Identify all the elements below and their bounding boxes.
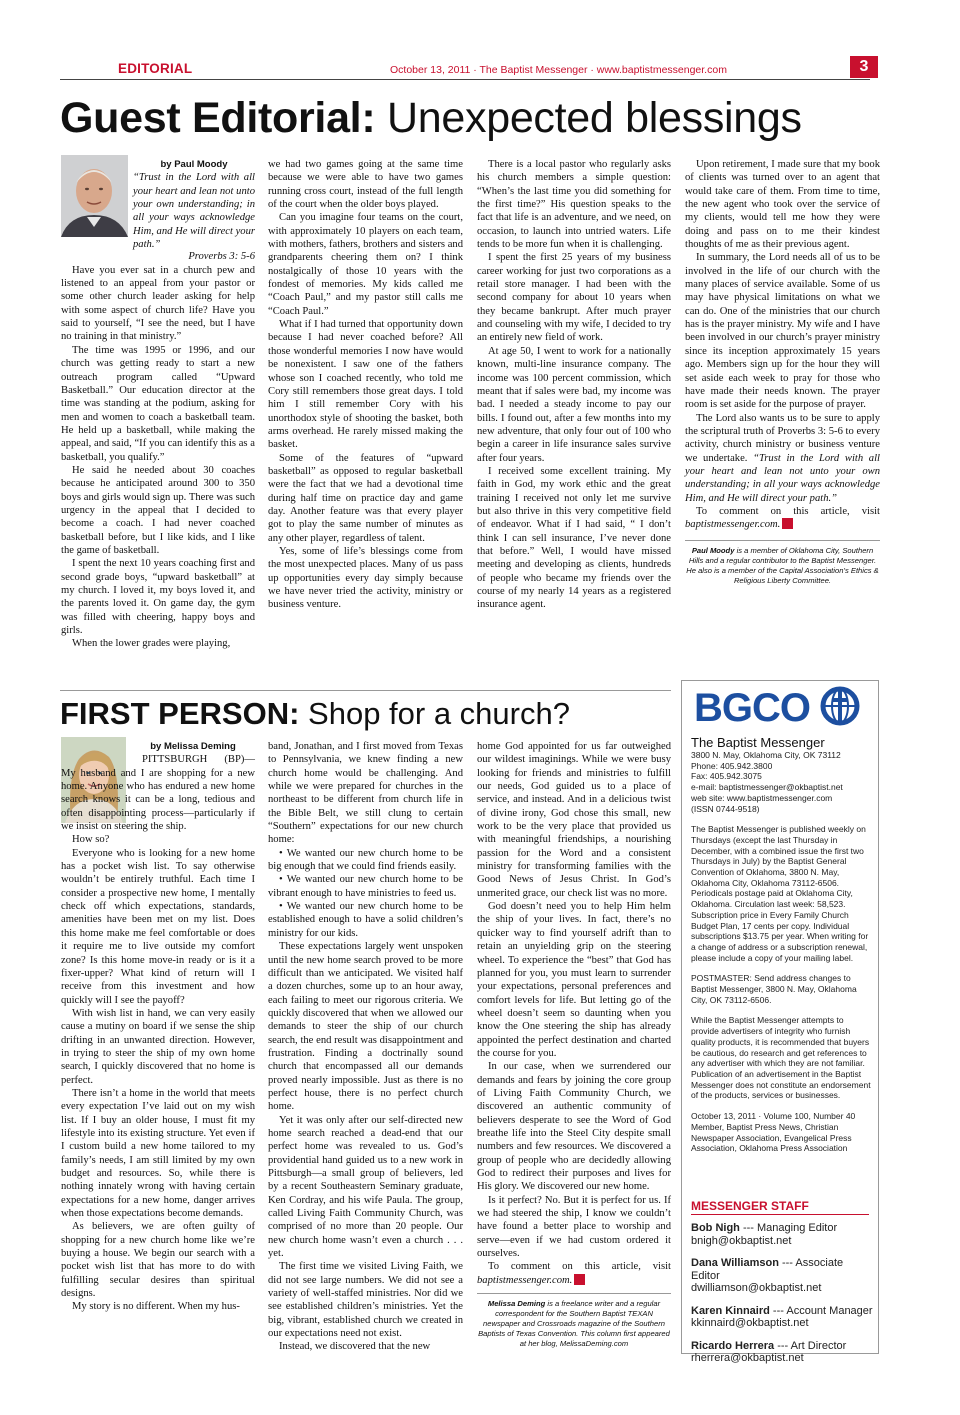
bullet-item: • We wanted our new church home to be established enough to have a solid children’s ministry for our kids. <box>268 901 463 939</box>
paragraph: The time was 1995 or 1996, and our church was getting ready to start a new outreach program called “Upward Basketball.” Our education director at the time was standing at the podium, asking for men and women to coach a basketball team. He held up a basketball, while making the appeal, and said, “If you can identify this as a basketball, you qualify.” <box>61 344 255 463</box>
staff-list <box>691 1222 873 1365</box>
first-person-column-2 <box>268 740 463 1354</box>
paragraph: Is it perfect? No. But it is perfect for us. If we had steered the ship, I know we couldn’t have found a better place to worship and serve—even if we had custom ordered it ourselves. <box>477 1194 671 1260</box>
headline-kicker: FIRST PERSON: <box>60 696 300 731</box>
staff-entry <box>691 1257 873 1295</box>
paragraph: My story is no different. When my hus- <box>72 1301 240 1313</box>
postmaster-notice: POSTMASTER: Send address changes to Baptist Messenger, 3800 N. May, Oklahoma City, OK 73112-6506. <box>691 973 857 1005</box>
messenger-logo-icon: M <box>574 1274 585 1285</box>
editorial-column-3 <box>477 158 671 612</box>
paragraph: How so? <box>72 834 110 846</box>
staff-email[interactable]: rherrera@okbaptist.net <box>691 1352 804 1364</box>
staff-entry <box>691 1340 873 1365</box>
logo-text: BGCO <box>694 686 810 727</box>
paragraph: I received some excellent training. My faith in God, my work ethic and the great training I received not only let me survive but also thrive in this very competitive field of endeavor. What if I had said, “ I don’t think I can sell insurance, I’ve never done that before.” Well, I would have missed meeting and developing as clients, hundreds of people who became my friends over the course of my nearly 14 years as a registered insurance agent. <box>477 465 671 611</box>
editorial-column-1 <box>61 158 255 651</box>
closing-lead: The Lord also wants us to be sure to apply the scriptural truth of Proverbs 3: 5-6 to every activity, church ministry or business venture we undertake. <box>685 412 880 464</box>
paragraph: At age 50, I went to work for a nationally known, multi-line insurance company. The income was 100 percent commission, which meant that if sales were bad, my income was bad. I needed a steady income to pay our bills. I found out, after a few months into my new adventure, that only four out of 100 who begin a career in life insurance sales survive after four years. <box>477 345 671 464</box>
staff-name: Dana Williamson <box>691 1257 779 1269</box>
scripture-ref: Proverbs 3: 5-6 <box>188 251 255 263</box>
paragraph: band, Jonathan, and I first moved from Texas to Pennsylvania, we knew finding a new church home would be challenging. And while we were prepared for churches in the northeast to be different from church life in the Bible Belt, we still clung to certain “Southern” expectations for our new church home: <box>268 741 463 846</box>
dateline: October 13, 2011 · The Baptist Messenger · www.baptistmessenger.com <box>390 64 727 76</box>
staff-name: Bob Nigh <box>691 1222 740 1234</box>
paragraph: Have you ever sat in a church pew and listened to an appeal from your pastor or some other church leader asking for help with some aspect of church life? Have you said to yourself, “I see the need, but I have no training in that ministry.” <box>61 264 255 343</box>
paragraph <box>685 412 880 505</box>
staff-role: --- Managing Editor <box>742 1222 838 1234</box>
paragraph: Everyone who is looking for a new home has a pocket wish list. To say otherwise wouldn’t be entirely truthful. Each time I consider a prospective new home, I mentally check off which expectations, standards, amenities have been met on my list. Does this home make me feel comfortable or does it require me to live outside my comfort zone? Is this home move-in ready or is it a fixer-upper? What kind of return will I receive from this investment and how quickly will I see the payoff? <box>61 847 255 1006</box>
staff-name: Ricardo Herrera <box>691 1339 775 1352</box>
staff-email[interactable]: bnigh@okbaptist.net <box>691 1234 792 1247</box>
paragraph: Some of the features of “upward basketball” as opposed to regular basketball were the fact that we had a devotional time during half time on practice day and game day. Another feature was that every player got to play the same number of minutes as any other player, regardless of talent. <box>268 452 463 544</box>
paragraph: I spent the next 10 years coaching first and second grade boys, “upward basketball” at my church. I loved it, my boys loved it, and the parents loved it. On game day, the gym was filled with cheering, happy boys and girls. <box>61 558 255 637</box>
paragraph: In summary, the Lord needs all of us to be involved in the life of our church with the many places of service available. Some of us may have physical limitations on what we can do. One of the ministries that our church has is the prayer ministry. My wife and I have been involved in our church’s prayer ministry since its inception approximately 15 years ago. Members sign up for the hour they will set aside each week to pray for those who have made their needs known. The prayer room is set aside for the purpose of prayer. <box>685 252 880 411</box>
paragraph: we had two games going at the same time because we were able to have two games running cross court, instead of the full length of the court when the older boys played. <box>268 159 463 211</box>
bio-name: Paul Moody <box>691 545 735 555</box>
headline-kicker: Guest Editorial: <box>60 94 376 142</box>
comment-prompt <box>685 505 880 532</box>
author-bio <box>685 546 880 586</box>
paragraph: These expectations largely went unspoken until the new home search proved to be more difficult than we anticipated. We visited half a dozen churches, some up to an hour away, each failing to meet our rigorous criteria. We quickly discovered that when we allowed our demands to steer the ship of our church search, the end result was disappointment and frustration. Finding a doctrinally sound church that encompassed all our demands proved nearly impossible. Just as there is no perfect house, there is no perfect church home. <box>268 941 463 1113</box>
comment-link[interactable]: baptistmessenger.com. <box>685 519 781 531</box>
staff-heading-rule <box>691 1214 869 1215</box>
staff-role: --- Account Manager <box>772 1304 873 1317</box>
paragraph: With wish list in hand, we can very easily cause a mutiny on board if we sense the ship drifting in an unwanted direction. However, in trying to steer the ship of my own home search, I quickly discovered that no home is perfect. <box>61 1007 255 1086</box>
staff-heading: MESSENGER STAFF <box>691 1199 809 1213</box>
bio-rule <box>685 540 880 541</box>
bio-text: is a member of Oklahoma City, Southern Hills and a regular contributor to the Baptist Messenger. He also is a member of the Capital Association’s Ethics & Religious Liberty Committee. <box>686 545 879 585</box>
website-line[interactable]: web site: www.baptistmessenger.com <box>691 792 833 803</box>
paragraph: Yet it was only after our self-directed new home search reached a dead-end that our perfect home was revealed to us. God’s providential hand guided us to a new work in Pittsburgh—a small group of believers, led by a recent Southeastern Seminary graduate, Ken Cordray, and his wife Paula. The group, called Living Faith Community Church, was comprised of no more than 20 people. Our new church home wasn’t even a church . . . yet. <box>268 1114 463 1260</box>
paragraph: There is a local pastor who regularly asks his church members a simple question: “When’s the last time you did something for the first time?” His question speaks to the fact that life is an adventure, and we need, on occasion, to launch into untried waters. Life tends to be more fun when it is challenging. <box>477 159 671 251</box>
guest-editorial-headline <box>60 92 802 144</box>
editorial-column-2 <box>268 158 463 612</box>
comment-lead: To comment on this article, visit <box>488 1261 671 1273</box>
staff-email[interactable]: dwilliamson@okbaptist.net <box>691 1282 822 1294</box>
comment-prompt <box>477 1260 671 1287</box>
comment-lead: To comment on this article, visit <box>696 505 880 517</box>
comment-link[interactable]: baptistmessenger.com. <box>477 1274 573 1286</box>
first-person-column-3 <box>477 740 671 1349</box>
bio-text: is a freelance writer and a regular correspondent for the Southern Baptist TEXAN newspaper and Crossroads magazine of the Southern Baptists of Texas Convention. This column first appeared at her blog, MelissaDeming.com <box>478 1299 670 1349</box>
paragraph: I spent the first 25 years of my business career working for just two corporations as a retail store manager. I had been with the second company for about 10 years when they became bankrupt. After much prayer and counseling with my wife, I decided to try an entirely new field of work. <box>477 252 671 344</box>
staff-name: Karen Kinnaird <box>691 1304 770 1317</box>
masthead-info <box>691 735 871 1164</box>
header-rule <box>60 79 870 80</box>
messenger-logo-icon: M <box>782 518 793 529</box>
first-person-headline <box>60 694 570 734</box>
address-block <box>691 750 871 814</box>
paragraph: home God appointed for us far outweighed our wildest imaginings. While we were busy looking for friends and ministries to fulfill our needs, God guided us to a place of service, and instead. And in a delicious twist of divine irony, God chose this small, new work to be the very place that provided us with meaningful friendships, a nourishing passion for the Word and a consistent ministry for transforming families with the Good News of Jesus Christ. In God’s unmerited grace, our check list was no more. <box>477 741 671 899</box>
paragraph: The first time we visited Living Faith, we did not see large numbers. We did not see a variety of well-staffed ministries. Nor did we see established children’s ministries. Yet the big, vibrant, established church we created in our expectations need not exist. <box>268 1261 463 1340</box>
fax-line: Fax: 405.942.3075 <box>691 771 762 782</box>
headline-title: Shop for a church? <box>308 696 570 731</box>
paragraph: God doesn’t need you to help Him helm the ship of your lives. In fact, there’s no quicker way to find yourself adrift than to retain an unyielding grip on the steering wheel. To experience the “best” that God has planned for you, you must learn to surrender your expectations, personal preferences and comfort levels for life. But letting go of the wheel doesn’t seem so daunting when you know the One steering the ship has already appointed the perfect destination and charted the course for you. <box>477 901 671 1059</box>
staff-email[interactable]: kkinnaird@okbaptist.net <box>691 1317 809 1329</box>
advertiser-notice: While the Baptist Messenger attempts to provide advertisers of integrity who furnish quality products, it is recommended that buyers be cautious, do research and get references to any advertiser with which they are not familiar. Publication of an advertisement in the Baptist Messenger does not constitute an endorsement of the products, services or businesses. <box>691 1015 871 1101</box>
paragraph: Instead, we discovered that the new <box>279 1341 431 1353</box>
staff-role: --- Art Director <box>777 1339 847 1352</box>
bio-rule <box>477 1293 671 1294</box>
page-number: 3 <box>850 56 878 78</box>
section-divider <box>60 690 671 691</box>
staff-entry <box>691 1305 873 1330</box>
globe-cross-icon <box>690 685 872 727</box>
paper-name: The Baptist Messenger <box>691 735 825 750</box>
paragraph: He said he needed about 30 coaches because he anticipated around 300 to 350 boys and girls would sign up. There was such urgency in the appeal that I decided to become a coach. I had never coached basketball before, but I like kids, and I like the game of basketball. <box>61 464 255 556</box>
paragraph: When the lower grades were playing, <box>72 638 231 650</box>
phone-line: Phone: 405.942.3800 <box>691 760 773 771</box>
paragraph: Yes, some of life’s blessings come from the most unexpected places. Many of us pass up opportunities every day simply because we have never tried the activity, ministry or business venture. <box>268 545 463 611</box>
author-bio <box>477 1299 671 1349</box>
bullet-item: • We wanted our new church home to be big enough that we could find friends easily. <box>268 847 463 873</box>
paragraph: Can you imagine four teams on the court, with approximately 10 players on each team, with mothers, fathers, brothers and sisters and grandparents cheering them on? I think nostalgically of those 10 years with the fondest of memories. My kids called me “Coach Paul,” and my pastor still calls me “Coach Paul.” <box>268 212 463 317</box>
section-label: EDITORIAL <box>118 61 193 76</box>
staff-entry <box>691 1222 873 1247</box>
paragraph: As believers, we are often guilty of shopping for a new church home like we’re buying a house. We begin our search with a pocket wish list that has more to do with fulfilling secular desires than spiritual designs. <box>61 1221 255 1300</box>
closing-quote: “Trust in the Lord with all your heart and lean not unto your own understanding; in all your ways acknowledge Him, and He will direct your path.” <box>685 452 880 504</box>
headline-title: Unexpected blessings <box>387 94 802 142</box>
scripture-quote: “Trust in the Lord with all your heart and lean not unto your own understanding; in all your ways acknowledge Him, and He will direct your path.” <box>133 172 256 251</box>
paragraph: Upon retirement, I made sure that my book of clients was turned over to an agent that would take care of them. From time to time, the new agent who took over the service of my clients, would tell me how they were doing and pass on to me their kindest thoughts of me as their previous agent. <box>685 159 880 251</box>
dateline-paragraph: PITTSBURGH (BP)—My husband and I are shopping for a new home. Anyone who has endured a new home search knows it can be a long, tedious and often disappointing process—particularly if we insist on steering the ship. <box>61 754 255 833</box>
email-line[interactable]: e-mail: baptistmessenger@okbaptist.net <box>691 782 843 793</box>
editorial-column-4 <box>685 158 880 586</box>
publication-notice: The Baptist Messenger is published weekly on Thursdays (except the last Thursday in December, with a combined issue the first two Thursdays in July) by the Baptist General Convention of Oklahoma, 3800 N. May, Oklahoma City, Oklahoma 73112-6506. Periodicals postage paid at Oklahoma City, Oklahoma. Circulation last week: 58,523. Subscription price in Every Family Church Budget Plan, 17 cents per copy. Individual subscriptions $13.75 per year. When writing for a change of address or a subscription renewal, please include a copy of your mailing label. <box>691 824 869 963</box>
bio-name: Melissa Deming <box>487 1299 546 1309</box>
paragraph: What if I had turned that opportunity down because I had never coached before? All those wonderful memories I now have would be nonexistent. I saw one of the fathers whose son I coached recently, who told me Cory still remembers those great days. I told him I still remember Cory with his unorthodox style of shooting the basket, both arms overhead. He rarely missed making the basket. <box>268 319 463 451</box>
paragraph: In our case, when we surrendered our demands and fears by joining the core group of Living Faith Community Church, we discovered an authentic community of believers desperate to see the Word of God breathe life into the Steel City despite small numbers and few resources. We discovered a group of people who are decidedly allowing God to redirect their purposes and lives for His glory. We discovered our new home. <box>477 1061 671 1193</box>
first-person-column-1 <box>61 740 255 1314</box>
bullet-item: • We wanted our new church home to be vibrant enough to have ministries to feed us. <box>268 874 463 899</box>
paragraph: There isn’t a home in the world that meets every expectation I’ve laid out on my wish list. If I buy an older house, I must fit my lifestyle into its existing structure. Yet even if I custom build a new home tailored to my family’s needs, I am still limited by my own budget and resources. So, while there is nothing innately wrong with having certain expectations for a new home, danger arrives when those expectations become demands. <box>61 1087 255 1220</box>
issn-line: (ISSN 0744-9518) <box>691 803 760 814</box>
bgco-logo <box>690 685 872 727</box>
byline: by Paul Moody <box>160 159 228 170</box>
issue-info: October 13, 2011 · Volume 100, Number 40 Member, Baptist Press News, Christian Newspaper Association, Evangelical Press Association, Oklahoma Press Association <box>691 1111 856 1154</box>
address-line: 3800 N. May, Oklahoma City, OK 73112 <box>691 750 841 760</box>
byline: by Melissa Deming <box>150 741 236 752</box>
staff-role: --- Associate Editor <box>691 1257 844 1282</box>
